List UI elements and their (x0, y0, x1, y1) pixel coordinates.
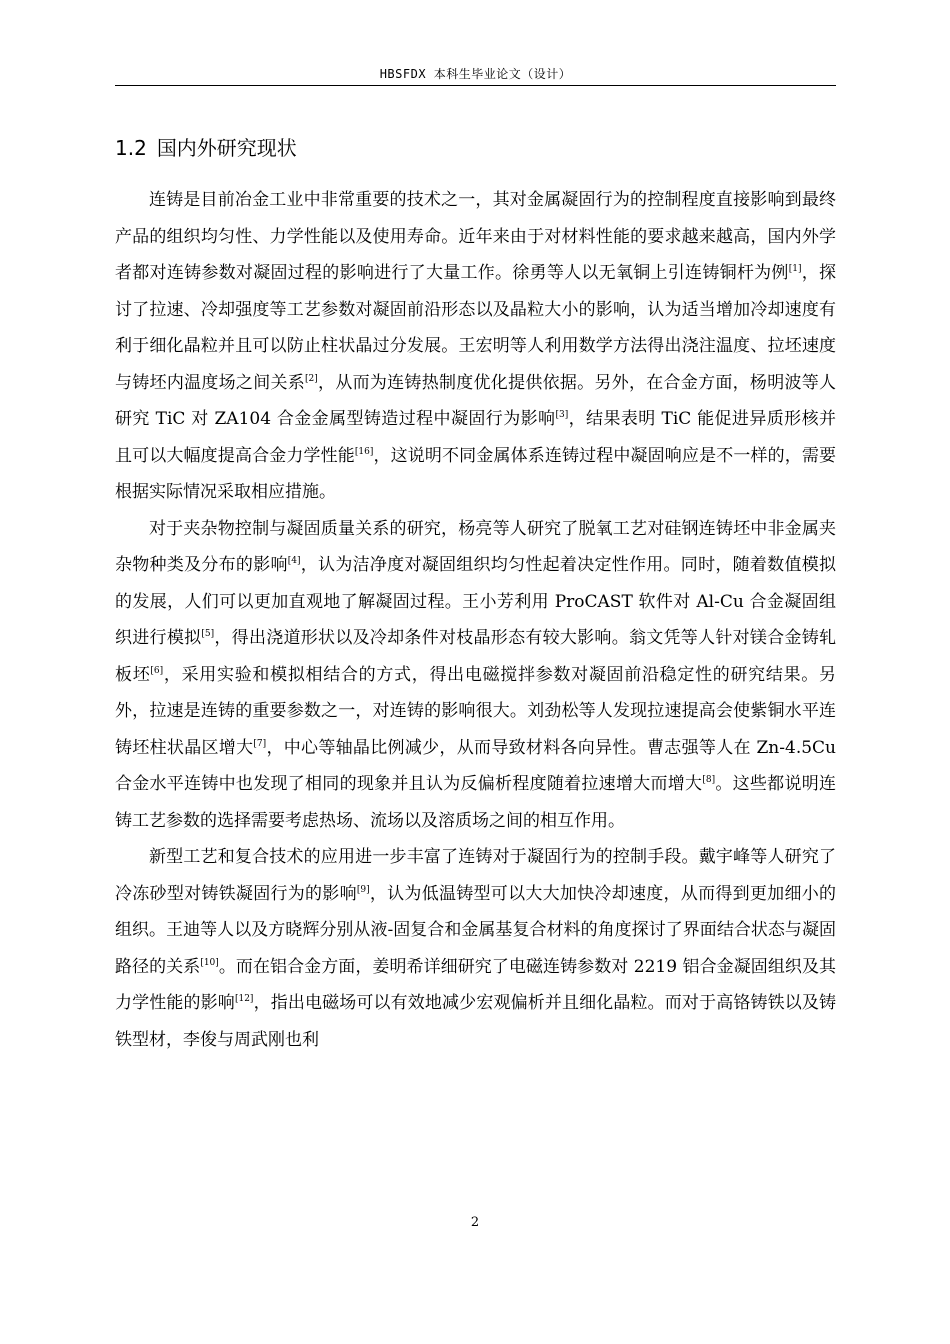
body-paragraph (115, 839, 836, 1058)
citation-marker: [4] (287, 556, 301, 566)
citation-marker: [12] (234, 994, 254, 1004)
section-heading (115, 135, 297, 161)
header-rule (115, 85, 836, 86)
paragraph-text: 新型工艺和复合技术的应用进一步丰富了连铸对于凝固行为的控制手段。戴宇峰等人研究了冷冻砂型对铸铁凝固行为的影响 (115, 847, 836, 904)
paragraph-text: 。这些都说明连铸工艺参数的选择需要考虑热场、流场以及溶质场之间的相互作用。 (115, 774, 836, 831)
paragraph-text: 对于夹杂物控制与凝固质量关系的研究，杨亮等人研究了脱氧工艺对硅钢连铸坯中非金属夹杂物种类及分布的影响 (115, 518, 836, 575)
paragraph-text: ，中心等轴晶比例减少，从而导致材料各向异性。曹志强等人在 Zn-4.5Cu 合金水平连铸中也发现了相同的现象并且认为反偏析程度随着拉速增大而增大 (115, 737, 836, 794)
citation-marker: [3] (555, 410, 569, 420)
citation-marker: [8] (702, 775, 716, 785)
paragraph-text: ，认为洁净度对凝固组织均匀性起着决定性作用。同时，随着数值模拟的发展，人们可以更加直观地了解凝固过程。王小芳利用 ProCAST 软件对 Al-Cu 合金凝固组织进行模拟 (115, 555, 837, 648)
citation-marker: [10] (200, 957, 219, 968)
paragraph-text: ，从而为连铸热制度优化提供依据。另外，在合金方面，杨明波等人研究 TiC 对 ZA104 合金金属型铸造过程中凝固行为影响 (115, 372, 837, 429)
running-header: HBSFDX 本科生毕业论文（设计） (379, 67, 572, 81)
citation-marker: [1] (788, 264, 802, 274)
body-text (115, 182, 836, 1058)
section-title: 国内外研究现状 (156, 136, 297, 160)
citation-marker: [5] (201, 629, 215, 639)
citation-marker: [2] (305, 373, 318, 384)
body-paragraph (115, 511, 836, 840)
citation-marker: [6] (150, 665, 164, 676)
paragraph-text: ，这说明不同金属体系连铸过程中凝固响应是不一样的，需要根据实际情况采取相应措施。 (115, 445, 837, 502)
paragraph-text: ，认为低温铸型可以大大加快冷却速度，从而得到更加细小的组织。王迪等人以及方晓辉分别从液-固复合和金属基复合材料的角度探讨了界面结合状态与凝固路径的关系 (115, 883, 837, 977)
page-number: 2 (470, 1215, 480, 1230)
paragraph-text: ，得出浇道形状以及冷却条件对枝晶形态有较大影响。翁文凭等人针对镁合金铸轧板坯 (115, 628, 837, 685)
citation-marker: [16] (354, 446, 374, 457)
paragraph-text: ，结果表明 TiC 能促进异质形核并且可以大幅度提高合金力学性能 (115, 409, 836, 466)
section-number: 1.2 (115, 136, 147, 160)
body-paragraph (115, 182, 836, 511)
paragraph-text: ，采用实验和模拟相结合的方式，得出电磁搅拌参数对凝固前沿稳定性的研究结果。另外，拉速是连铸的重要参数之一，对连铸的影响很大。刘劲松等人发现拉速提高会使紫铜水平连铸坯柱状晶区增大 (115, 664, 837, 758)
paragraph-text: 连铸是目前冶金工业中非常重要的技术之一，其对金属凝固行为的控制程度直接影响到最终产品的组织均匀性、力学性能以及使用寿命。近年来由于对材料性能的要求越来越高，国内外学者都对连铸参数对凝固过程的影响进行了大量工作。徐勇等人以无氧铜上引连铸铜杆为例 (115, 190, 836, 283)
paragraph-text: 。而在铝合金方面，姜明希详细研究了电磁连铸参数对 2219 铝合金凝固组织及其力学性能的影响 (115, 956, 836, 1013)
paragraph-text: ，探讨了拉速、冷却强度等工艺参数对凝固前沿形态以及晶粒大小的影响，认为适当增加冷却速度有利于细化晶粒并且可以防止柱状晶过分发展。王宏明等人利用数学方法得出浇注温度、拉坯速度与铸坯内温度场之间关系 (115, 263, 837, 393)
citation-marker: [7] (253, 738, 267, 749)
paragraph-text: ，指出电磁场可以有效地减少宏观偏析并且细化晶粒。而对于高铬铸铁以及铸铁型材，李俊与周武刚也利 (115, 993, 837, 1050)
citation-marker: [9] (356, 884, 370, 895)
